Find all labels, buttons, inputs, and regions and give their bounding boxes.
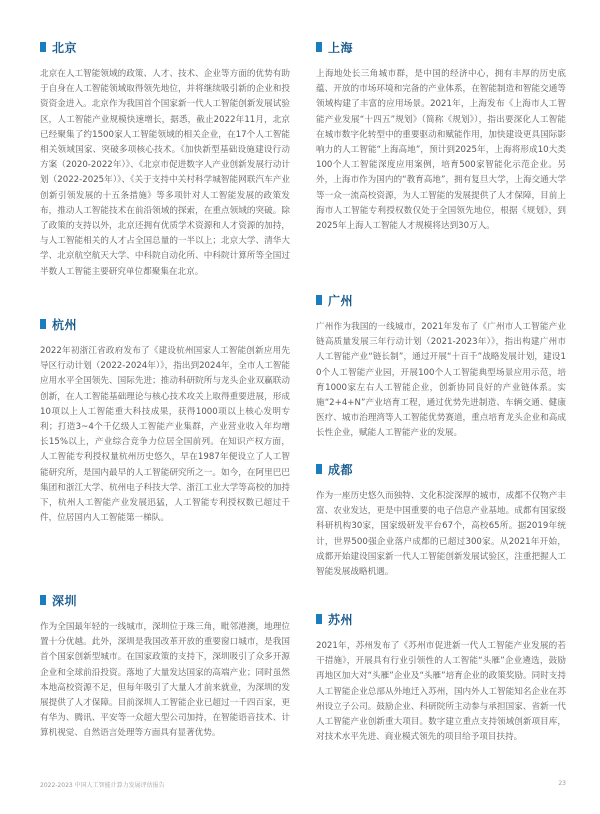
square-bullet-icon <box>40 42 46 52</box>
section-heading <box>40 38 290 56</box>
section-hangzhou <box>40 315 290 573</box>
square-bullet-icon <box>316 464 322 474</box>
section-title: 北京 <box>52 40 78 55</box>
section-heading <box>316 610 566 628</box>
section-shenzhen <box>40 591 290 773</box>
square-bullet-icon <box>40 595 46 605</box>
section-suzhou <box>316 610 566 777</box>
section-guangzhou <box>316 291 566 458</box>
square-bullet-icon <box>40 319 46 329</box>
section-body: 2022年初浙江省政府发布了《建设杭州国家人工智能创新应用先导区行动计划（2022-2024年）》，指出到2024年，全市人工智能应用水平全国领先、国际先进；推动科研院所与龙头企业双赢联动创新，在人工智能基础理论与核心技术攻关上取得重要进展，形成10项以上人工智能重大科技成果，获得1000项以上核心发明专利；打造3~4个千亿级人工智能产业集群，产业营业收入年均增长15%以上，产业综合竞争力位居全国前列。在知识产权方面，人工智能专利授权量杭州历史悠久，早在1987年便设立了人工智能研究所，是国内最早的人工智能研究所之一。如今，在阿里巴巴集团和浙江大学、杭州电子科技大学、浙江工业大学等高校的加持下，杭州人工智能产业发展迅猛，人工智能专利授权数已超过千件，位居国内人工智能第一梯队。 <box>40 346 290 524</box>
section-shanghai <box>316 38 566 250</box>
section-heading <box>40 591 290 609</box>
square-bullet-icon <box>316 295 322 305</box>
section-body: 北京在人工智能领域的政策、人才、技术、企业等方面的优势有助于自身在人工智能领域取得领先地位，并将继续吸引新的企业和投资资金进入。北京作为我国首个国家新一代人工智能创新发展试验区，人工智能产业规模快速增长，据悉，截止2022年11月，北京已经聚集了约1500家人工智能领域的相关企业，在17个人工智能相关领域国家、突破多项核心技术。《加快新型基础设施建设行动方案（2020-2022年）》、《北京市促进数字人产业创新发展行动计划（2022-2025年）》、《关于支持中关村科学城智能网联汽车产业创新引领发展的十五条措施》等多项针对人工智能发展的政策发布，推动人工智能技术在前沿领域的探索，在重点领域的突破。除了政策的支持以外，北京还拥有优质学术资源和人才资源的加持，与人工智能相关的人才占全国总量的一半以上；北京大学、清华大学、北京航空航天大学、中科院自动化所、中科院计算所等全国过半数人工智能主要研究单位都聚集在北京。 <box>40 69 290 277</box>
section-beijing <box>40 38 290 281</box>
section-body: 作为一座历史悠久而独特、文化积淀深厚的城市，成都不仅物产丰富、农业发达，更是中国重要的电子信息产业基地。成都有国家级科研机构30家，国家级研发平台67个，高校65所。据2019年统计，世界500强企业落户成都的已超过300家。从2021年开始，成都开始建设国家新一代人工智能创新发展试验区，注重把握人工智能发展战略机遇。 <box>316 491 566 578</box>
section-title: 杭州 <box>52 317 78 332</box>
page-number: 23 <box>558 780 566 787</box>
section-title: 上海 <box>328 40 354 55</box>
section-title: 苏州 <box>328 612 354 627</box>
square-bullet-icon <box>316 42 322 52</box>
section-body: 上海地处长三角城市群，是中国的经济中心，拥有丰厚的历史底蕴、开放的市场环境和完备的产业体系，在智能制造和智能交通等领域构建了丰富的应用场景。2021年，上海发布《上海市人工智能产业发展“十四五”规划》（简称《规划》），指出要深化人工智能在城市数字化转型中的重要驱动和赋能作用，加快建设更具国际影响力的人工智能“上海高地”，预计到2025年，上海将形成10大类100个人工智能深度应用案例，培育500家智能化示范企业。另外，上海市作为国内的“教育高地”，拥有复旦大学，上海交通大学等一众一流高校资源，为人工智能的发展提供了人才保障，目前上海市人工智能专利授权数仅处于全国领先地位，根据《规划》，到2025年上海人工智能人才规模将达到30万人。 <box>316 69 566 232</box>
footer-report-title: 2022-2023 中国人工智能计算力发展评估报告 <box>40 782 165 789</box>
section-chengdu <box>316 460 566 581</box>
section-body: 作为全国最年轻的一线城市，深圳位于珠三角，毗邻港澳，地理位置十分优越。此外，深圳是我国改革开放的重要窗口城市，是我国首个国家创新型城市。在国家政策的支持下，深圳吸引了众多开源企业和全球前沿投资。落地了大量发达国家的高端产业；同时虽然本地高校资源不足，但每年吸引了大量人才前来就业，为深圳的发展提供了人才保障。目前深圳人工智能企业已超过一千四百家，更有华为、腾讯、平安等一众超大型公司加持，在智能语音技术、计算机视觉、自然语言处理等方面具有显著优势。 <box>40 622 290 739</box>
section-title: 成都 <box>328 462 354 477</box>
section-heading <box>316 291 566 309</box>
section-title: 广州 <box>328 293 354 308</box>
section-title: 深圳 <box>52 593 78 608</box>
page-footer <box>40 780 566 794</box>
section-heading <box>316 460 566 478</box>
section-heading <box>40 315 290 333</box>
square-bullet-icon <box>316 614 322 624</box>
section-heading <box>316 38 566 56</box>
section-body: 广州作为我国的一线城市，2021年发布了《广州市人工智能产业链高质量发展三年行动计划（2021-2023年）》，指出构建广州市人工智能产业“链长制”，通过开展“十百千”战略发展计划，建设10个人工智能产业园，开展100个人工智能典型场景应用示范，培育1000家左右人工智能企业，创新协同良好的产业链体系。实施“2+4+N”产业培育工程，通过优势先进制造、车辆交通、健康医疗、城市治理湾等人工智能优势赛道，重点培育龙头企业和高成长性企业，赋能人工智能产业的发展。 <box>316 322 566 439</box>
section-body: 2021年，苏州发布了《苏州市促进新一代人工智能产业发展的若干措施》，开展具有行业引领性的人工智能“头雁”企业遴选，鼓励再地区加大对“头雁”企业及“头雁”培育企业的政策奖励。同时支持人工智能企业总部从外地迁入苏州，国内外人工智能知名企业在苏州设立子公司。鼓励企业、科研院所主动参与承担国家、省新一代人工智能产业创新重大项目。数字建立重点支持领域创新项目库，对技术水平先进、商业模式领先的项目给予项目扶持。 <box>316 641 566 743</box>
